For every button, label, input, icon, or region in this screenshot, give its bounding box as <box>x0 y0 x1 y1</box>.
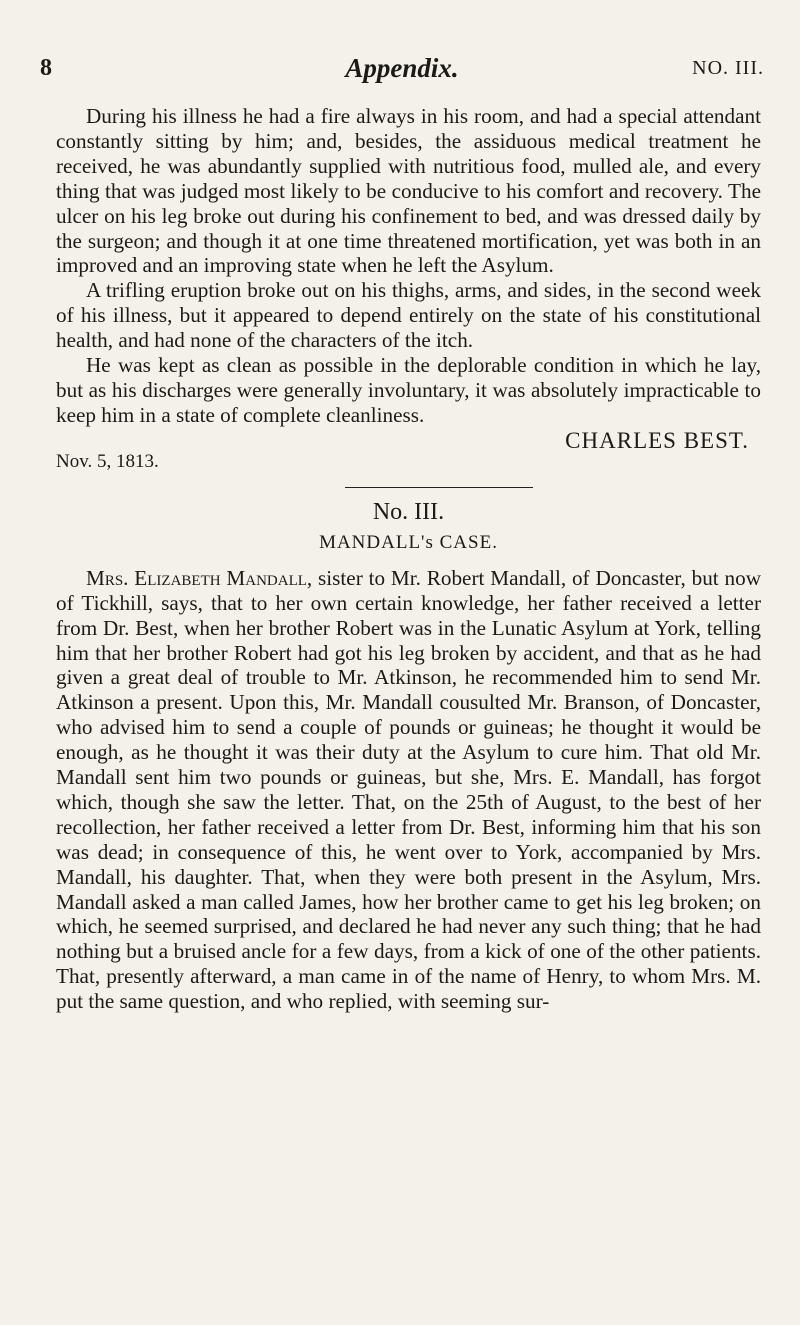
witness-name: Mrs. Elizabeth Mandall, <box>86 565 313 590</box>
section-divider <box>345 487 533 488</box>
running-header <box>40 48 764 88</box>
paragraph: During his illness he had a fire always in his room, and had a special attendant constantly sitting by him; and, besides, the assiduous medical treatment he received, he was abundantly supplied with nutritious food, mulled ale, and every thing that was judged most likely to be conducive to his comfort and recovery. The ulcer on his leg broke out during his confinement to bed, and was dressed daily by the surgeon; and though it at one time threatened mortification, yet was both in an improved and an improving state when he left the Asylum. <box>56 104 761 278</box>
page-body <box>56 104 761 1014</box>
case-text: sister to Mr. Robert Mandall, of Doncaster, but now of Tickhill, says, that to her own certain knowledge, her father received a letter from Dr. Best, when her brother Robert was in the Lunatic Asylum at York, telling him that her brother Robert had got his leg broken by accident, and that as he had given a great deal of trouble to Mr. Atkinson, he recommended him to send Mr. Atkinson a present. Upon this, Mr. Mandall cousulted Mr. Branson, of Doncaster, who advised him to send a couple of pounds or guineas; he thought it would be enough, as he thought it was their duty at the Asylum to cure him. That old Mr. Mandall sent him two pounds or guineas, but she, Mrs. E. Mandall, has forgot which, though she saw the letter. That, on the 25th of August, to the best of her recollection, her father received a letter from Dr. Best, informing him that his son was dead; in consequence of this, he went over to York, accompanied by Mrs. Mandall, his daughter. That, when they were both present in the Asylum, Mrs. Mandall asked a man called James, how her brother came to get his leg broken; on which, he seemed surprised, and declared he had never any such thing; that he had nothing but a bruised ancle for a few days, from a kick of one of the other patients. That, presently afterward, a man came in of the name of Henry, to whom Mrs. M. put the same question, and who replied, with seeming sur- <box>56 565 761 1014</box>
page-number: 8 <box>40 55 52 81</box>
section-number: No. III. <box>372 498 445 525</box>
case-paragraph <box>56 566 761 1014</box>
running-title: Appendix. <box>345 53 459 83</box>
section-title: MANDALL's CASE. <box>319 531 498 553</box>
signature: CHARLES BEST. <box>565 427 749 453</box>
paragraph: A trifling eruption broke out on his thighs, arms, and sides, in the second week of his illness, but it appeared to depend entirely on the state of his constitutional health, and had none of the characters of the itch. <box>56 278 761 353</box>
letter-date: Nov. 5, 1813. <box>56 450 159 472</box>
section-reference: NO. III. <box>692 57 764 79</box>
paragraph: He was kept as clean as possible in the deplorable condition in which he lay, but as his discharges were generally involuntary, it was absolutely impracticable to keep him in a state of complete cleanliness. <box>56 353 761 427</box>
